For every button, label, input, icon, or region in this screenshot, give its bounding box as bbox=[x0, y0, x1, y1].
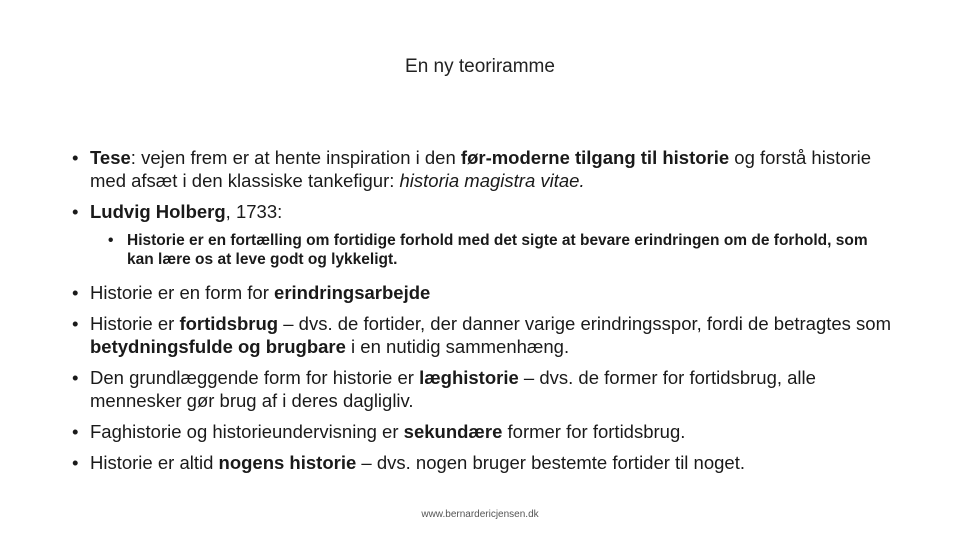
emphasis-text: læghistorie bbox=[419, 367, 519, 388]
bullet-item bbox=[72, 312, 892, 358]
footer-url: www.bernardericjensen.dk bbox=[421, 509, 539, 520]
bullet-text: Historie er altid bbox=[90, 452, 219, 473]
emphasis-text: sekundære bbox=[403, 421, 503, 442]
bullet-text: : vejen frem er at hente inspiration i den bbox=[130, 147, 461, 168]
bullet-item bbox=[72, 281, 892, 304]
bullet-text: – dvs. nogen bruger bestemte fortider til noget. bbox=[356, 452, 745, 473]
bullet-text: former for fortidsbrug. bbox=[502, 421, 686, 442]
bullet-text: Faghistorie og historieundervisning er bbox=[90, 421, 404, 442]
bullet-item bbox=[72, 451, 892, 474]
bullet-text: – dvs. de fortider, der danner varige erindringsspor, fordi de betragtes som bbox=[278, 313, 892, 334]
bullet-text: Historie er bbox=[90, 313, 180, 334]
bullet-text: i en nutidig sammenhæng. bbox=[345, 336, 570, 357]
emphasis-text: betydningsfulde og brugbare bbox=[90, 336, 346, 357]
emphasis-text: før-moderne tilgang til historie bbox=[460, 147, 730, 168]
bullet-text: og forstå historie med afsæt i den klassiske tankefigur: bbox=[90, 147, 872, 191]
bullet-item bbox=[72, 200, 892, 223]
bullet-text: Den grundlæggende form for historie er bbox=[90, 367, 420, 388]
bullet-list bbox=[72, 146, 892, 482]
bullet-item bbox=[72, 366, 892, 412]
bullet-item bbox=[72, 420, 892, 443]
bullet-text: , 1733: bbox=[225, 201, 283, 222]
emphasis-text: Ludvig Holberg bbox=[90, 201, 226, 222]
sub-bullet-item: • Historie er en fortælling om fortidige forhold med det sigte at bevare erindringen om de forhold, som kan lære os at leve godt og lykkeligt. bbox=[108, 231, 892, 269]
bullet-item bbox=[72, 146, 892, 192]
emphasis-text: erindringsarbejde bbox=[274, 282, 431, 303]
emphasis-text: Tese bbox=[90, 147, 131, 168]
italic-text: historia magistra vitae. bbox=[399, 170, 585, 191]
bullet-text: Historie er en form for bbox=[90, 282, 275, 303]
emphasis-text: nogens historie bbox=[218, 452, 357, 473]
bullet-text: – dvs. de former for fortidsbrug, alle mennesker gør brug af i deres dagligliv. bbox=[90, 367, 816, 411]
slide-title: En ny teoriramme bbox=[405, 56, 555, 77]
emphasis-text: fortidsbrug bbox=[179, 313, 279, 334]
